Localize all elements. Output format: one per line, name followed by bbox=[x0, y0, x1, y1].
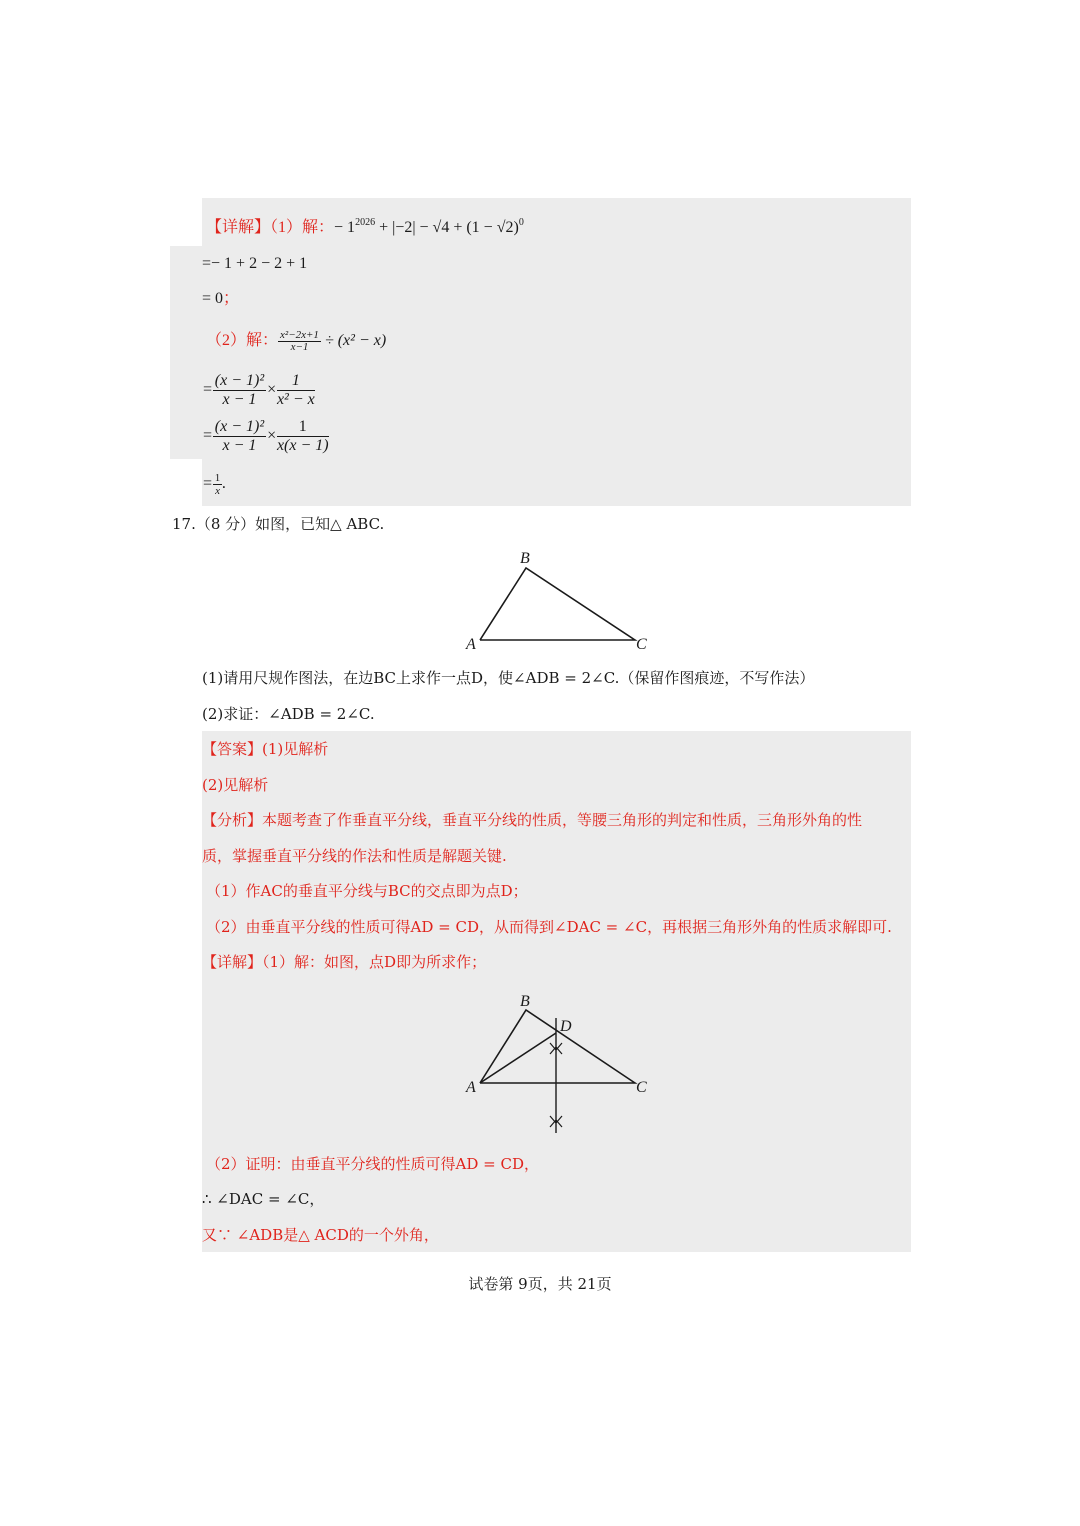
proof-3: 又∵ ∠ADB是△ ACD的一个外角， bbox=[202, 1226, 439, 1244]
sol16-part2-line bbox=[206, 326, 386, 356]
part1-label: （1）解： bbox=[270, 219, 335, 236]
answer-tag: 【答案】 bbox=[202, 740, 263, 758]
proof-1: （2）证明：由垂直平分线的性质可得AD = CD， bbox=[206, 1155, 540, 1173]
part2-rest: ÷ (x² − x) bbox=[320, 332, 387, 349]
sol16-step1: =− 1 + 2 − 2 + 1 bbox=[202, 255, 308, 272]
sol16-step3: = $\frac{\text{(x − 1)²}}{x - 1}$ × $\frac{1}{\text{x² − x}}$ bbox=[202, 371, 315, 408]
expr-rest: + |−2| − √4 + (1 − √2) bbox=[375, 219, 519, 236]
triangle-abc bbox=[480, 568, 635, 640]
answer-2: (2)见解析 bbox=[202, 776, 269, 794]
analysis-line-2: 质，掌握垂直平分线的作法和性质是解题关键. bbox=[202, 847, 507, 865]
sol16-final: = $\frac{1}{x}$ . bbox=[202, 471, 227, 497]
detail-tag: 【详解】 bbox=[206, 219, 271, 236]
hint-2: （2）由垂直平分线的性质可得AD = CD，从而得到∠DAC = ∠C，再根据三角形外角的性质求解即可. bbox=[206, 918, 892, 936]
detail-tag: 【详解】 bbox=[202, 953, 263, 971]
construction-figure bbox=[460, 988, 660, 1138]
label-B2: B bbox=[520, 993, 530, 1010]
analysis-line-1: 【分析】本题考查了作垂直平分线，垂直平分线的性质，等腰三角形的判定和性质，三角形外角的性 bbox=[202, 811, 863, 829]
proof-3-prefix: 又∵ bbox=[202, 1226, 233, 1244]
label-B: B bbox=[520, 550, 530, 567]
segment-AD bbox=[480, 1033, 556, 1083]
answer-line bbox=[202, 739, 328, 759]
triangle-abc-2 bbox=[480, 1010, 635, 1083]
q17-part2: (2)求证：∠ADB = 2∠C. bbox=[202, 705, 375, 723]
label-D: D bbox=[560, 1018, 572, 1035]
label-C: C bbox=[636, 636, 647, 653]
hint-1: （1）作AC的垂直平分线与BC的交点即为点D； bbox=[206, 882, 528, 900]
frac-d: $\frac{1}{x(x - 1)}$ bbox=[276, 417, 329, 454]
sol16-part1-line bbox=[206, 213, 524, 238]
analysis-tag: 【分析】 bbox=[202, 811, 263, 829]
page-footer: 试卷第 9页，共 21页 bbox=[468, 1275, 612, 1293]
q17-stem: 17.（8 分）如图，已知△ ABC. bbox=[172, 515, 385, 533]
triangle-figure bbox=[460, 546, 660, 656]
sol16-step2 bbox=[202, 289, 239, 309]
frac-a: $\frac{\text{(x − 1)²}}{x - 1}$ bbox=[214, 371, 265, 408]
exponent-zero: 0 bbox=[518, 217, 524, 228]
label-A: A bbox=[466, 636, 476, 653]
part2-label: （2）解： bbox=[206, 332, 279, 349]
answer-1: (1)见解析 bbox=[262, 740, 329, 758]
step2-punct: ； bbox=[223, 290, 240, 307]
detail-1: 【详解】（1）解：如图，点D即为所求作； bbox=[202, 953, 487, 971]
part2-fraction: $\frac{\text{x²−2x+1}}{x-1}$ bbox=[280, 328, 319, 353]
sol16-step4: = $\frac{\text{(x − 1)²}}{x - 1}$ × $\frac{1}{x(x - 1)}$ bbox=[202, 417, 329, 454]
step2-text: = 0 bbox=[202, 290, 224, 307]
label-A2: A bbox=[466, 1079, 476, 1096]
exponent: 2026 bbox=[355, 217, 376, 228]
q17-part1: (1)请用尺规作图法，在边BC上求作一点D，使∠ADB = 2∠C.（保留作图痕迹，不写作法） bbox=[202, 669, 815, 687]
proof-2: ∴ ∠DAC = ∠C， bbox=[202, 1190, 325, 1208]
expr-prefix: − 1 bbox=[334, 219, 356, 236]
frac-b: $\frac{1}{\text{x² − x}}$ bbox=[276, 371, 315, 408]
frac-c: $\frac{\text{(x − 1)²}}{x - 1}$ bbox=[214, 417, 265, 454]
frac-final: $\frac{1}{x}$ bbox=[214, 471, 221, 497]
label-C2: C bbox=[636, 1079, 647, 1096]
